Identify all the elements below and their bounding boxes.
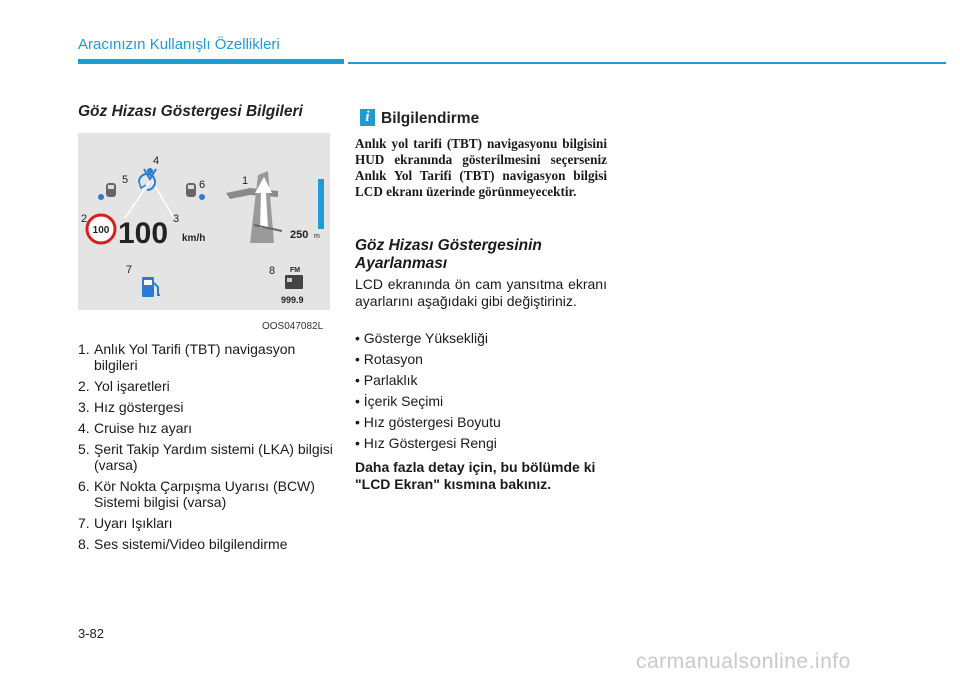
callout-labels xyxy=(81,155,275,277)
callout-8: 8 xyxy=(269,265,276,277)
svg-text:999.9: 999.9 xyxy=(281,295,304,305)
info-text: Anlık yol tarifi (TBT) navigasyonu bilgisini HUD ekranında gösterilmesini seçerseniz Anlık Yol Tarifi (TBT) navigasyon bilgisi LCD ekranı üzerinde görünmeyecektir. xyxy=(355,136,607,199)
list-item: • İçerik Seçimi xyxy=(355,393,444,409)
closing-note: Daha fazla detay için, bu bölümde ki "LCD Ekran" kısmına bakınız. xyxy=(355,459,596,492)
list-item: • Gösterge Yüksekliği xyxy=(355,330,489,346)
tbt-arrow-icon xyxy=(226,171,282,243)
header-bar-thick xyxy=(78,59,344,64)
speed-value: 100 xyxy=(118,217,169,250)
distance-bar xyxy=(318,179,324,229)
distance-value: 250 xyxy=(290,229,309,241)
blind-spot-left-icon xyxy=(98,183,116,200)
list-item: 5. Şerit Takip Yardım sistemi (LKA) bilgisi (varsa) xyxy=(78,441,333,473)
list-item: 4. Cruise hız ayarı xyxy=(78,420,193,436)
hud-illustration xyxy=(78,133,330,310)
settings-list xyxy=(355,330,501,456)
hud-figure xyxy=(78,133,330,310)
distance-unit: m xyxy=(314,233,320,240)
fuel-warning-icon xyxy=(142,277,160,297)
speed-limit-sign-icon xyxy=(87,215,115,243)
radio-icon xyxy=(281,267,304,305)
figure-code: OOS047082L xyxy=(262,321,324,332)
list-item: • Parlaklık xyxy=(355,372,418,388)
subsection-title: Göz Hizası Göstergesinin Ayarlanması xyxy=(355,237,542,272)
list-item: • Hız Göstergesi Rengi xyxy=(355,435,497,451)
list-item: 3. Hız göstergesi xyxy=(78,399,184,415)
page-number: 3-82 xyxy=(78,626,105,641)
callout-1: 1 xyxy=(242,175,249,187)
section-title: Göz Hizası Göstergesi Bilgileri xyxy=(78,103,303,120)
list-item: 7. Uyarı Işıkları xyxy=(78,515,173,531)
svg-text:100: 100 xyxy=(92,225,110,236)
list-item: 1. Anlık Yol Tarifi (TBT) navigasyon bilgileri xyxy=(78,341,296,373)
svg-text:FM: FM xyxy=(290,267,301,274)
info-icon: i xyxy=(360,109,375,126)
feature-list xyxy=(78,341,340,557)
list-item: • Hız göstergesi Boyutu xyxy=(355,414,501,430)
callout-6: 6 xyxy=(199,179,206,191)
callout-7: 7 xyxy=(126,264,133,276)
list-item: 8. Ses sistemi/Video bilgilendirme xyxy=(78,536,288,552)
header-title: Aracınızın Kullanışlı Özellikleri xyxy=(78,36,280,53)
header-bar-thin xyxy=(348,62,946,64)
callout-4: 4 xyxy=(153,155,160,167)
callout-3: 3 xyxy=(173,213,180,225)
list-item: • Rotasyon xyxy=(355,351,423,367)
info-title: Bilgilendirme xyxy=(381,110,480,127)
list-item: 6. Kör Nokta Çarpışma Uyarısı (BCW) Sistemi bilgisi (varsa) xyxy=(78,478,315,510)
speed-unit: km/h xyxy=(182,233,206,244)
callout-2: 2 xyxy=(81,213,88,225)
callout-5: 5 xyxy=(122,174,129,186)
list-item: 2. Yol işaretleri xyxy=(78,378,170,394)
watermark: carmanualsonline.info xyxy=(636,650,851,673)
subsection-text: LCD ekranında ön cam yansıtma ekranı ayarlarını aşağıdaki gibi değiştiriniz. xyxy=(355,276,607,309)
